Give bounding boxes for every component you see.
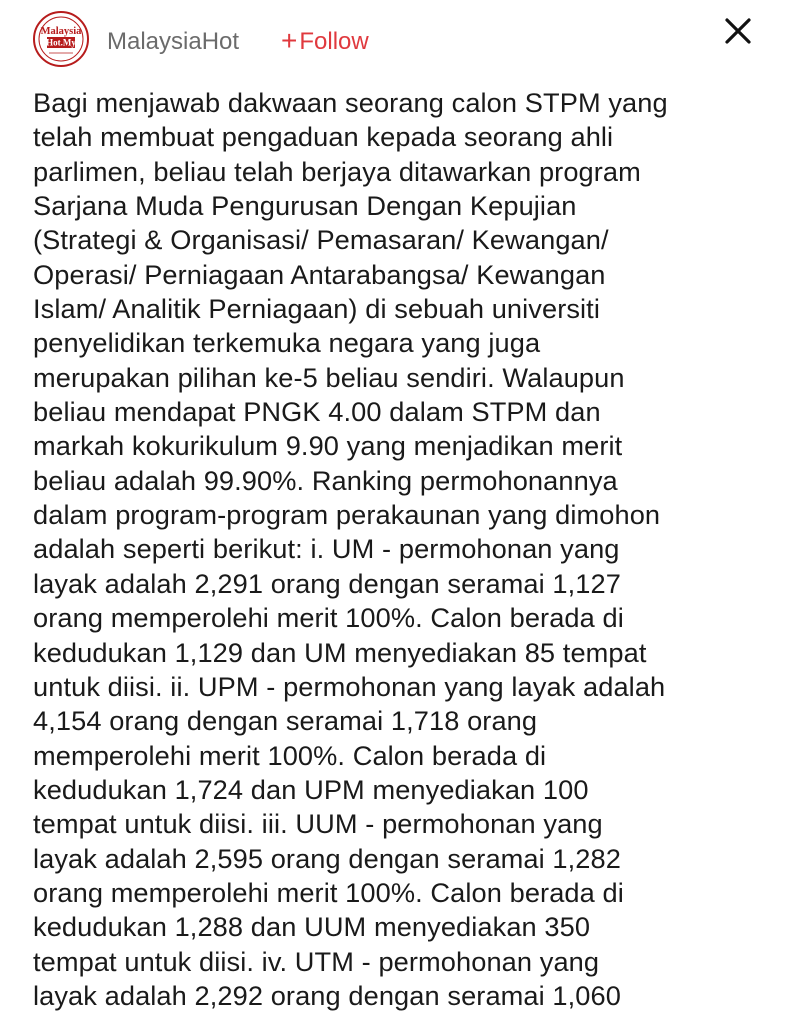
post-text-line: Bagi menjawab dakwaan seorang calon STPM yang — [33, 87, 668, 118]
post-text-line: 4,154 orang dengan seramai 1,718 orang — [33, 705, 538, 737]
post-text-line: memperolehi merit 100%. Calon berada di — [33, 739, 547, 771]
post-text-line: beliau adalah 99.90%. Ranking permohonannya — [33, 464, 618, 496]
post-text-line: Islam/ Analitik Perniagaan) di sebuah universiti — [33, 293, 600, 325]
post-text-line: orang memperolehi merit 100%. Calon berada di — [33, 602, 624, 634]
post-text-line: kedudukan 1,129 dan UM menyediakan 85 tempat — [33, 636, 647, 668]
post-text-line: kedudukan 1,724 dan UPM menyediakan 100 — [33, 773, 589, 805]
post-text-line: dalam program-program perakaunan yang dimohon — [33, 499, 661, 531]
post-text-line: adalah seperti berikut: i. UM - permohonan yang — [33, 533, 620, 565]
post-text-line: tempat untuk diisi. iv. UTM - permohonan yang — [33, 945, 600, 977]
post-text-line: Sarjana Muda Pengurusan Dengan Kepujian — [33, 190, 577, 222]
post-header — [0, 0, 796, 82]
post-text-line: merupakan pilihan ke-5 beliau sendiri. Walaupun — [33, 361, 625, 393]
post-text-line: (Strategi & Organisasi/ Pemasaran/ Kewangan/ — [33, 224, 609, 256]
post-text-line: tempat untuk diisi. iii. UUM - permohonan yang — [33, 808, 603, 840]
close-button[interactable] — [722, 15, 754, 47]
post-text-line: layak adalah 2,595 orang dengan seramai 1,282 — [33, 842, 621, 874]
close-icon — [722, 15, 754, 47]
follow-button[interactable] — [281, 26, 369, 57]
post-text-line: orang memperolehi merit 100%. Calon berada di — [33, 876, 624, 908]
post-text-line: penyelidikan terkemuka negara yang juga — [33, 327, 541, 359]
plus-icon: + — [281, 25, 298, 56]
logo-text-top: Malaysia — [40, 26, 82, 37]
post-text-line: telah membuat pengaduan kepada seorang ahli — [33, 121, 614, 153]
post-text-line: Operasi/ Perniagaan Antarabangsa/ Kewangan — [33, 258, 606, 290]
post-text-line: parlimen, beliau telah berjaya ditawarkan program — [33, 155, 641, 187]
post-text-line: layak adalah 2,292 orang dengan seramai 1,060 — [33, 979, 621, 1011]
logo-text-bottom: Hot.My — [46, 37, 76, 48]
post-text-line: untuk diisi. ii. UPM - permohonan yang layak adalah — [33, 670, 666, 702]
post-text-line: kedudukan 1,288 dan UUM menyediakan 350 — [33, 911, 591, 943]
author-avatar[interactable] — [33, 11, 89, 67]
follow-label: Follow — [299, 28, 369, 55]
author-name[interactable]: MalaysiaHot — [107, 28, 240, 55]
malaysiahot-logo-icon — [35, 13, 87, 65]
post-body — [33, 86, 769, 1013]
post-text-line: layak adalah 2,291 orang dengan seramai 1,127 — [33, 567, 621, 599]
post-text-line: markah kokurikulum 9.90 yang menjadikan merit — [33, 430, 623, 462]
post-text-line: beliau mendapat PNGK 4.00 dalam STPM dan — [33, 396, 601, 428]
